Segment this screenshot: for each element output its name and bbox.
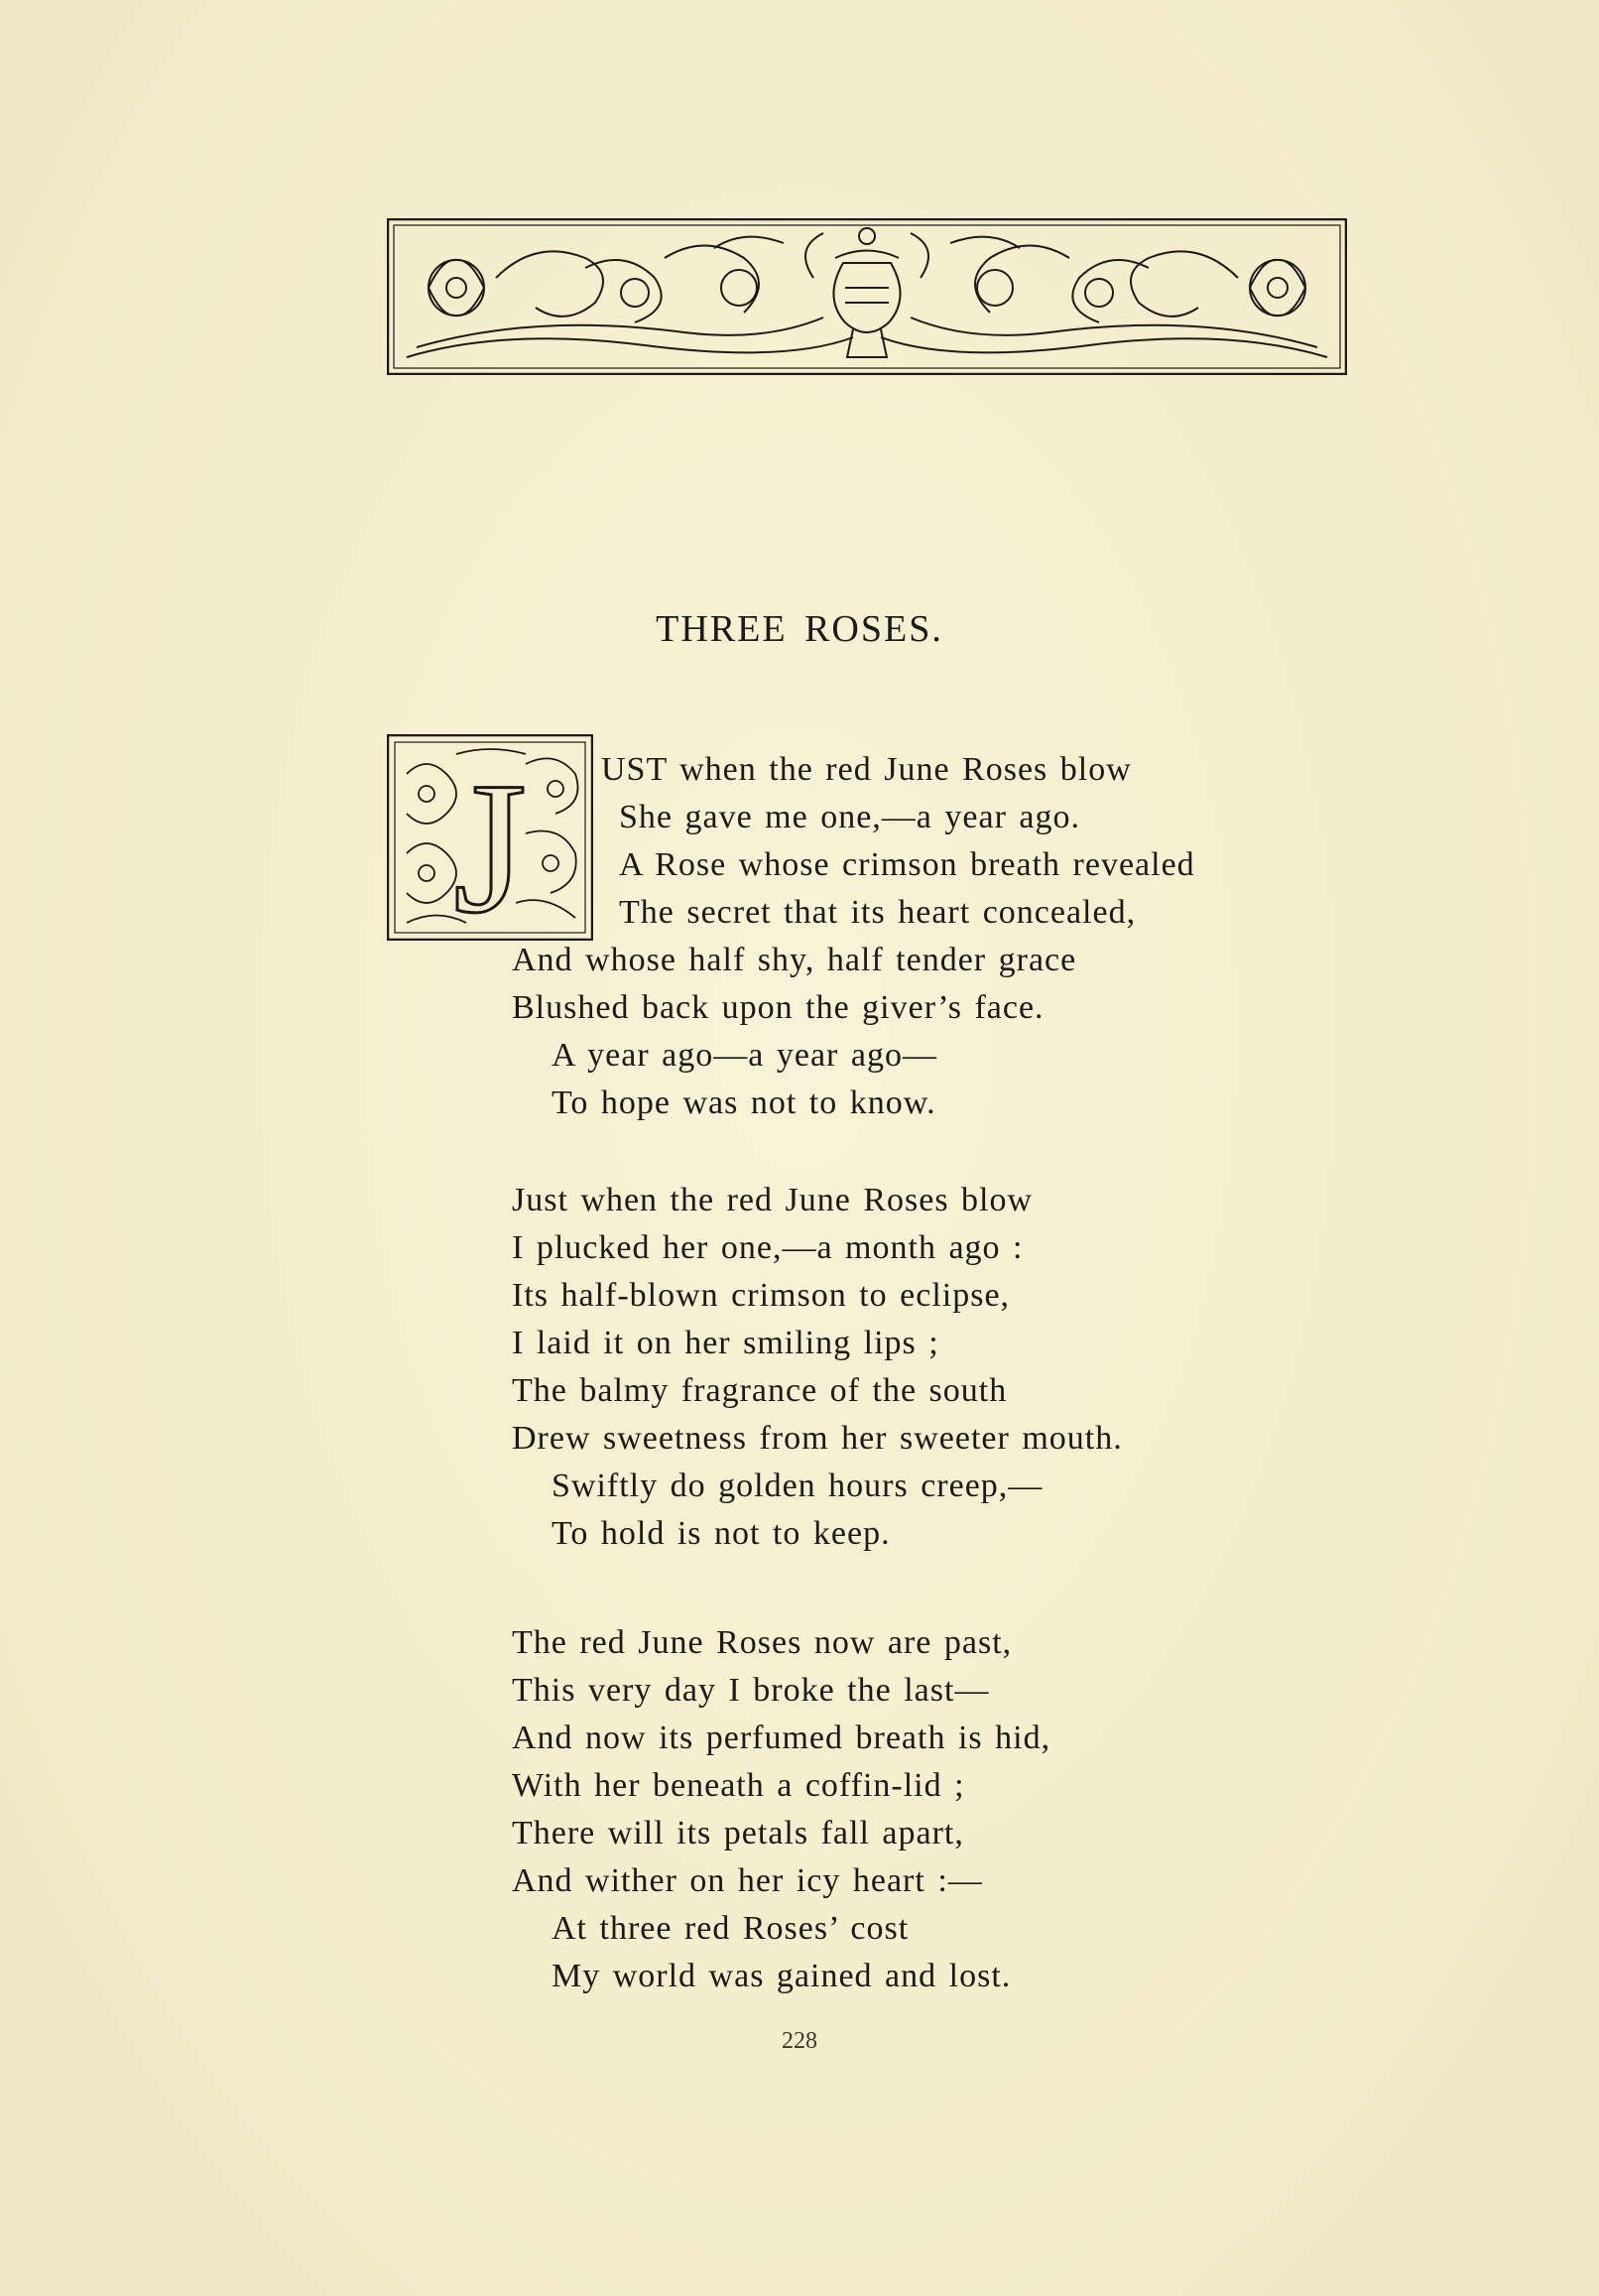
poem-line: And now its perfumed breath is hid, xyxy=(512,1720,1051,1756)
poem-line: To hold is not to keep. xyxy=(552,1515,891,1552)
poem-line: Its half-blown crimson to eclipse, xyxy=(512,1277,1011,1314)
poem-line: At three red Roses’ cost xyxy=(552,1910,910,1947)
drop-cap-initial xyxy=(387,734,593,941)
poem-line: The balmy fragrance of the south xyxy=(512,1372,1008,1409)
poem-line: There will its petals fall apart, xyxy=(512,1815,964,1851)
poem-line: Just when the red June Roses blow xyxy=(512,1182,1034,1218)
poem-line: With her beneath a coffin-lid ; xyxy=(512,1767,965,1804)
poem-line: I plucked her one,—a month ago : xyxy=(512,1229,1024,1266)
drop-cap-letter: J xyxy=(453,744,527,941)
poem-line: A Rose whose crimson breath revealed xyxy=(619,846,1195,883)
poem-line: This very day I broke the last— xyxy=(512,1672,990,1709)
poem-line: UST when the red June Roses blow xyxy=(601,751,1132,788)
poem-line: A year ago—a year ago— xyxy=(552,1037,937,1074)
poem-line: The secret that its heart concealed, xyxy=(619,894,1137,931)
poem-line: To hope was not to know. xyxy=(552,1084,936,1121)
poem-line: She gave me one,—a year ago. xyxy=(619,799,1080,835)
poem-line: And wither on her icy heart :— xyxy=(512,1862,983,1899)
poem-line: Swiftly do golden hours creep,— xyxy=(552,1467,1044,1504)
poem-line: And whose half shy, half tender grace xyxy=(512,942,1077,978)
poem-line: Blushed back upon the giver’s face. xyxy=(512,989,1045,1026)
floral-vase-ornament-icon xyxy=(387,218,1347,375)
ornamental-headpiece xyxy=(387,218,1347,375)
poem-line: Drew sweetness from her sweeter mouth. xyxy=(512,1420,1123,1457)
poem-title: THREE ROSES. xyxy=(656,608,943,650)
ornamental-initial-j-icon xyxy=(387,734,593,941)
poem-line: The red June Roses now are past, xyxy=(512,1624,1013,1661)
poem-line: I laid it on her smiling lips ; xyxy=(512,1325,939,1361)
poem-line: My world was gained and lost. xyxy=(552,1958,1012,1994)
page-number: 228 xyxy=(782,2028,817,2054)
